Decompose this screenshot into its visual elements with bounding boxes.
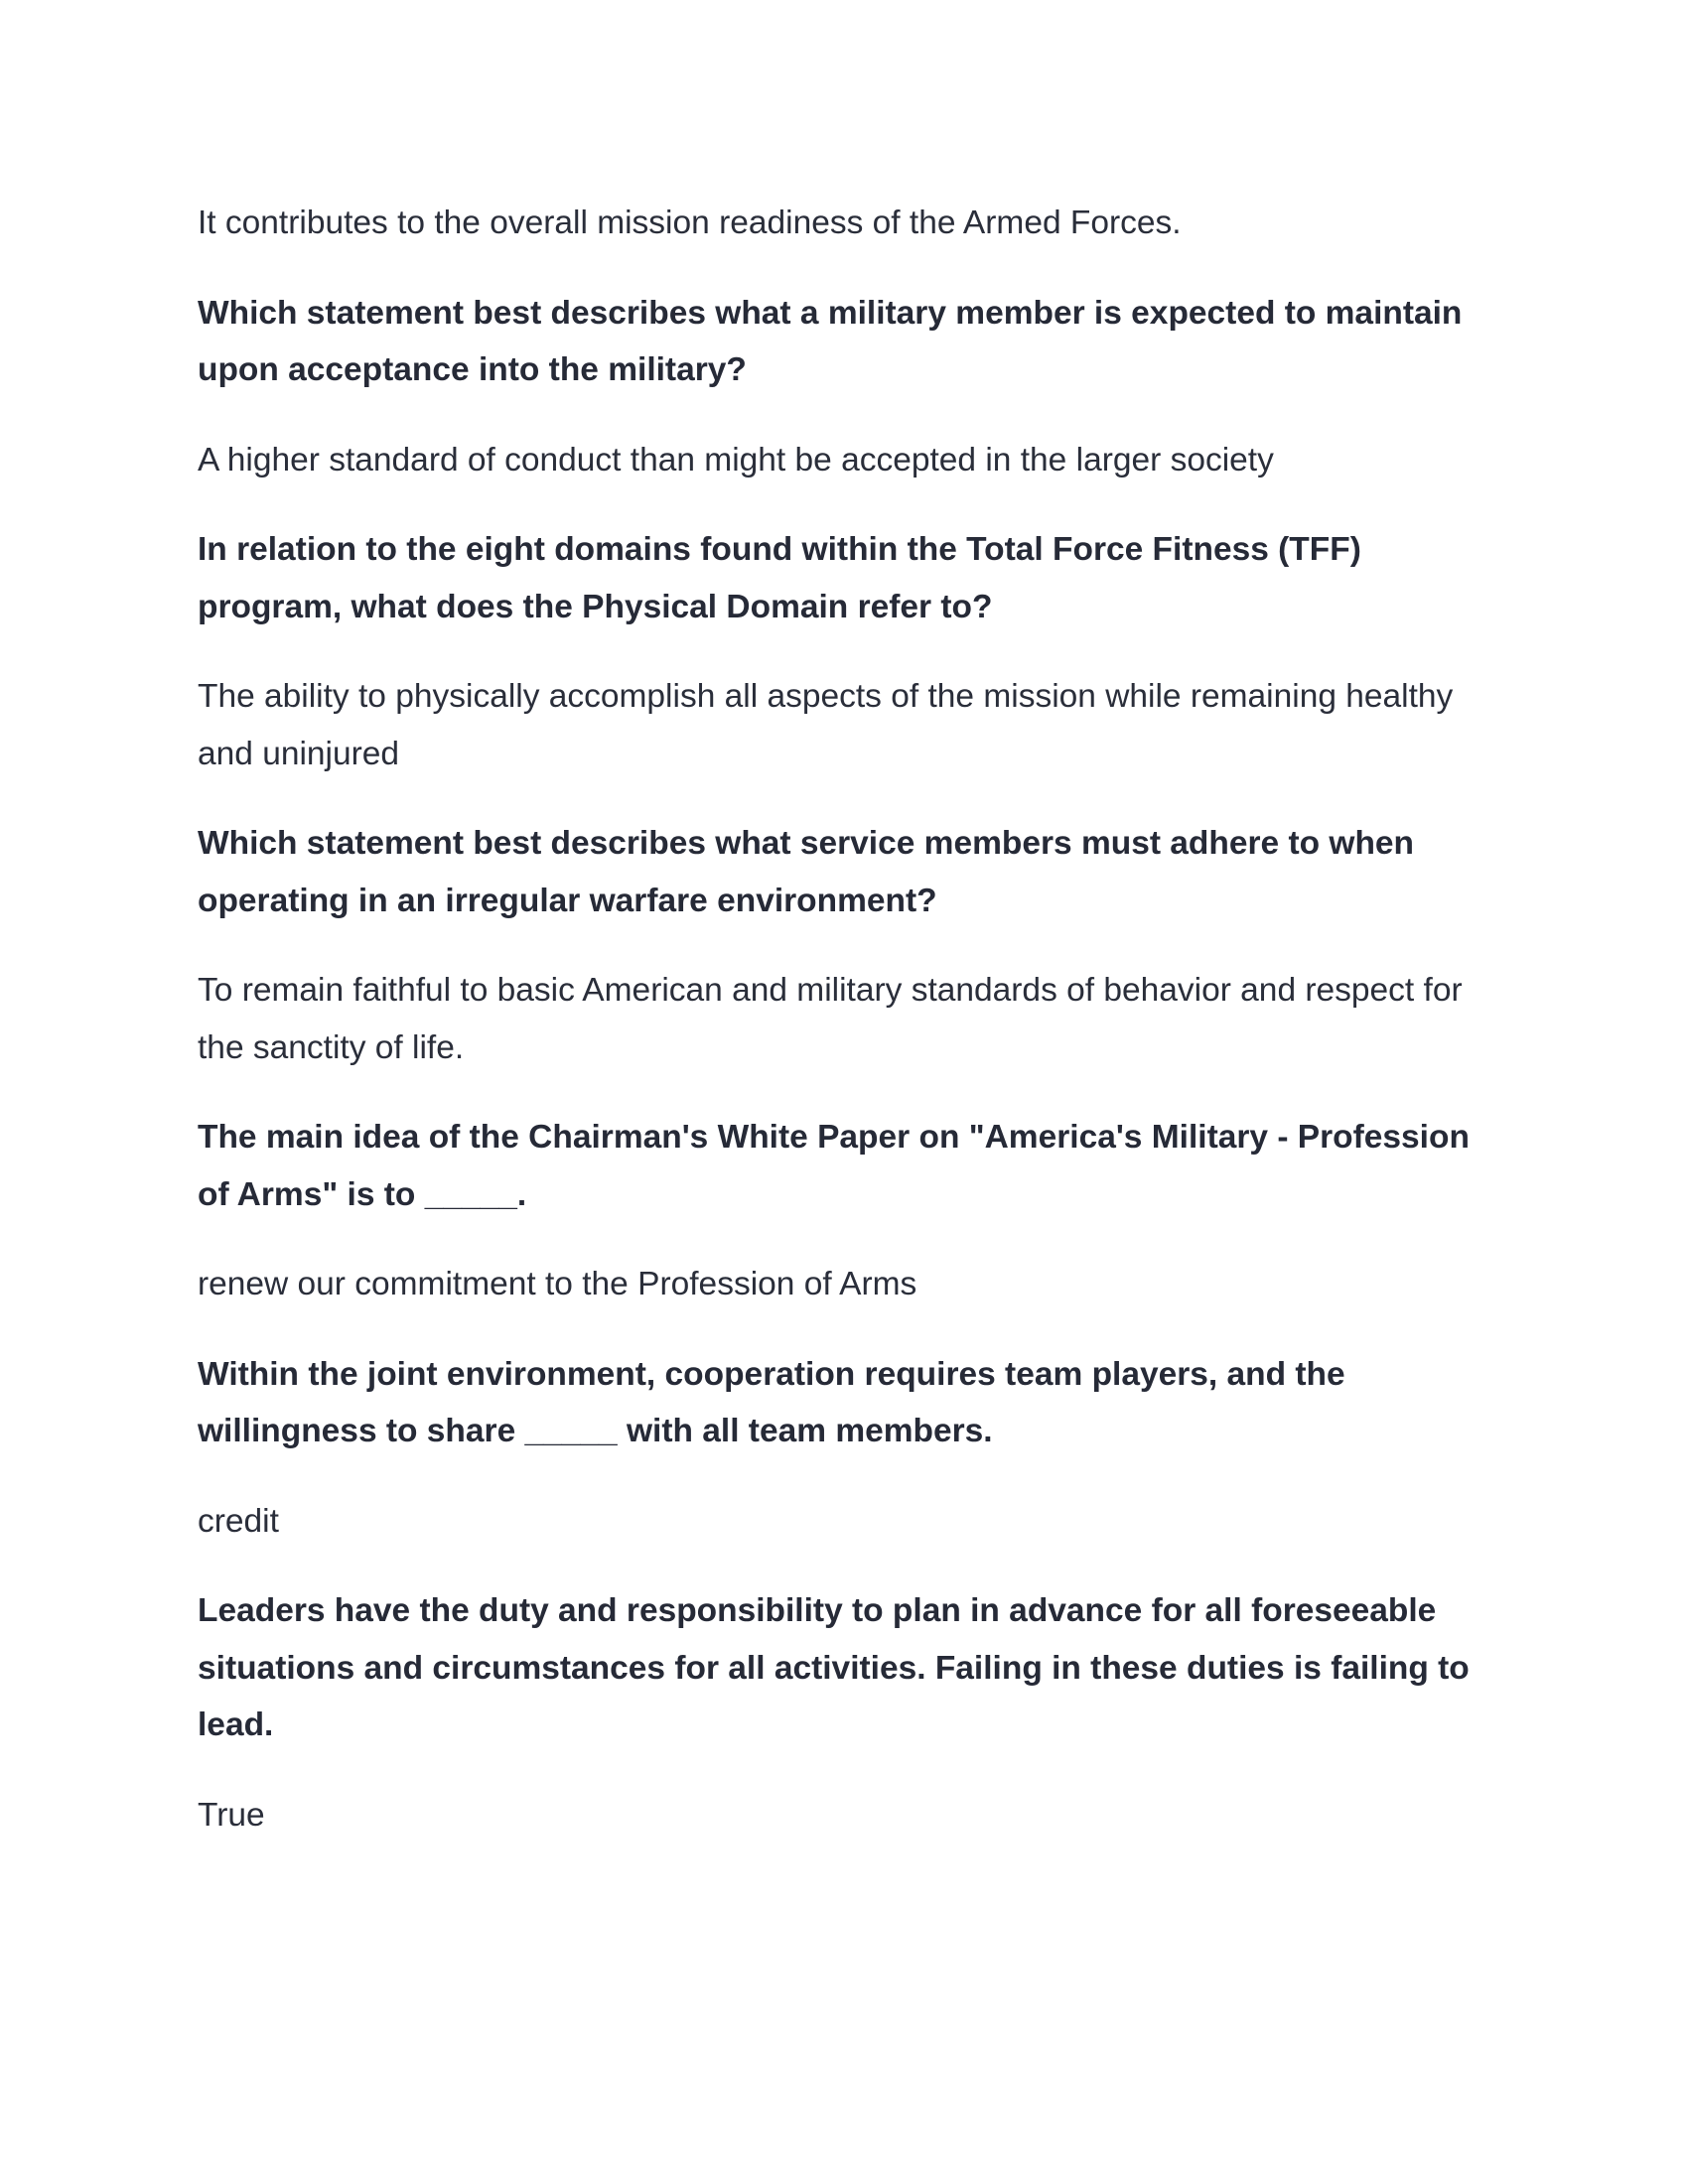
answer-text: The ability to physically accomplish all aspects of the mission while remaining healthy and uninjured: [198, 678, 1454, 772]
answer-text: To remain faithful to basic American and military standards of behavior and respect for the sanctity of life.: [198, 972, 1463, 1066]
question-text: In relation to the eight domains found within the Total Force Fitness (TFF) program, what does the Physical Domain refer to?: [198, 531, 1361, 625]
answer-text: It contributes to the overall mission readiness of the Armed Forces.: [198, 205, 1182, 241]
question-text: The main idea of the Chairman's White Paper on "America's Military - Profession of Arms" is to _____.: [198, 1119, 1470, 1213]
answer-text: True: [198, 1796, 265, 1834]
question-text: Within the joint environment, cooperation requires team players, and the willingness to share _____ with all team members.: [198, 1355, 1345, 1449]
question-text: Which statement best describes what a military member is expected to maintain upon acceptance into the military?: [198, 294, 1463, 388]
question-text: Which statement best describes what service members must adhere to when operating in an irregular warfare environment?: [198, 825, 1415, 919]
answer-text: renew our commitment to the Profession of Arms: [198, 1266, 917, 1302]
answer-text: A higher standard of conduct than might be accepted in the larger society: [198, 441, 1274, 478]
answer-text: credit: [198, 1502, 279, 1540]
document-body: [198, 195, 1488, 1876]
question-text: Leaders have the duty and responsibility to plan in advance for all foreseeable situations and circumstances for all activities. Failing in these duties is failing to lead.: [198, 1592, 1470, 1743]
